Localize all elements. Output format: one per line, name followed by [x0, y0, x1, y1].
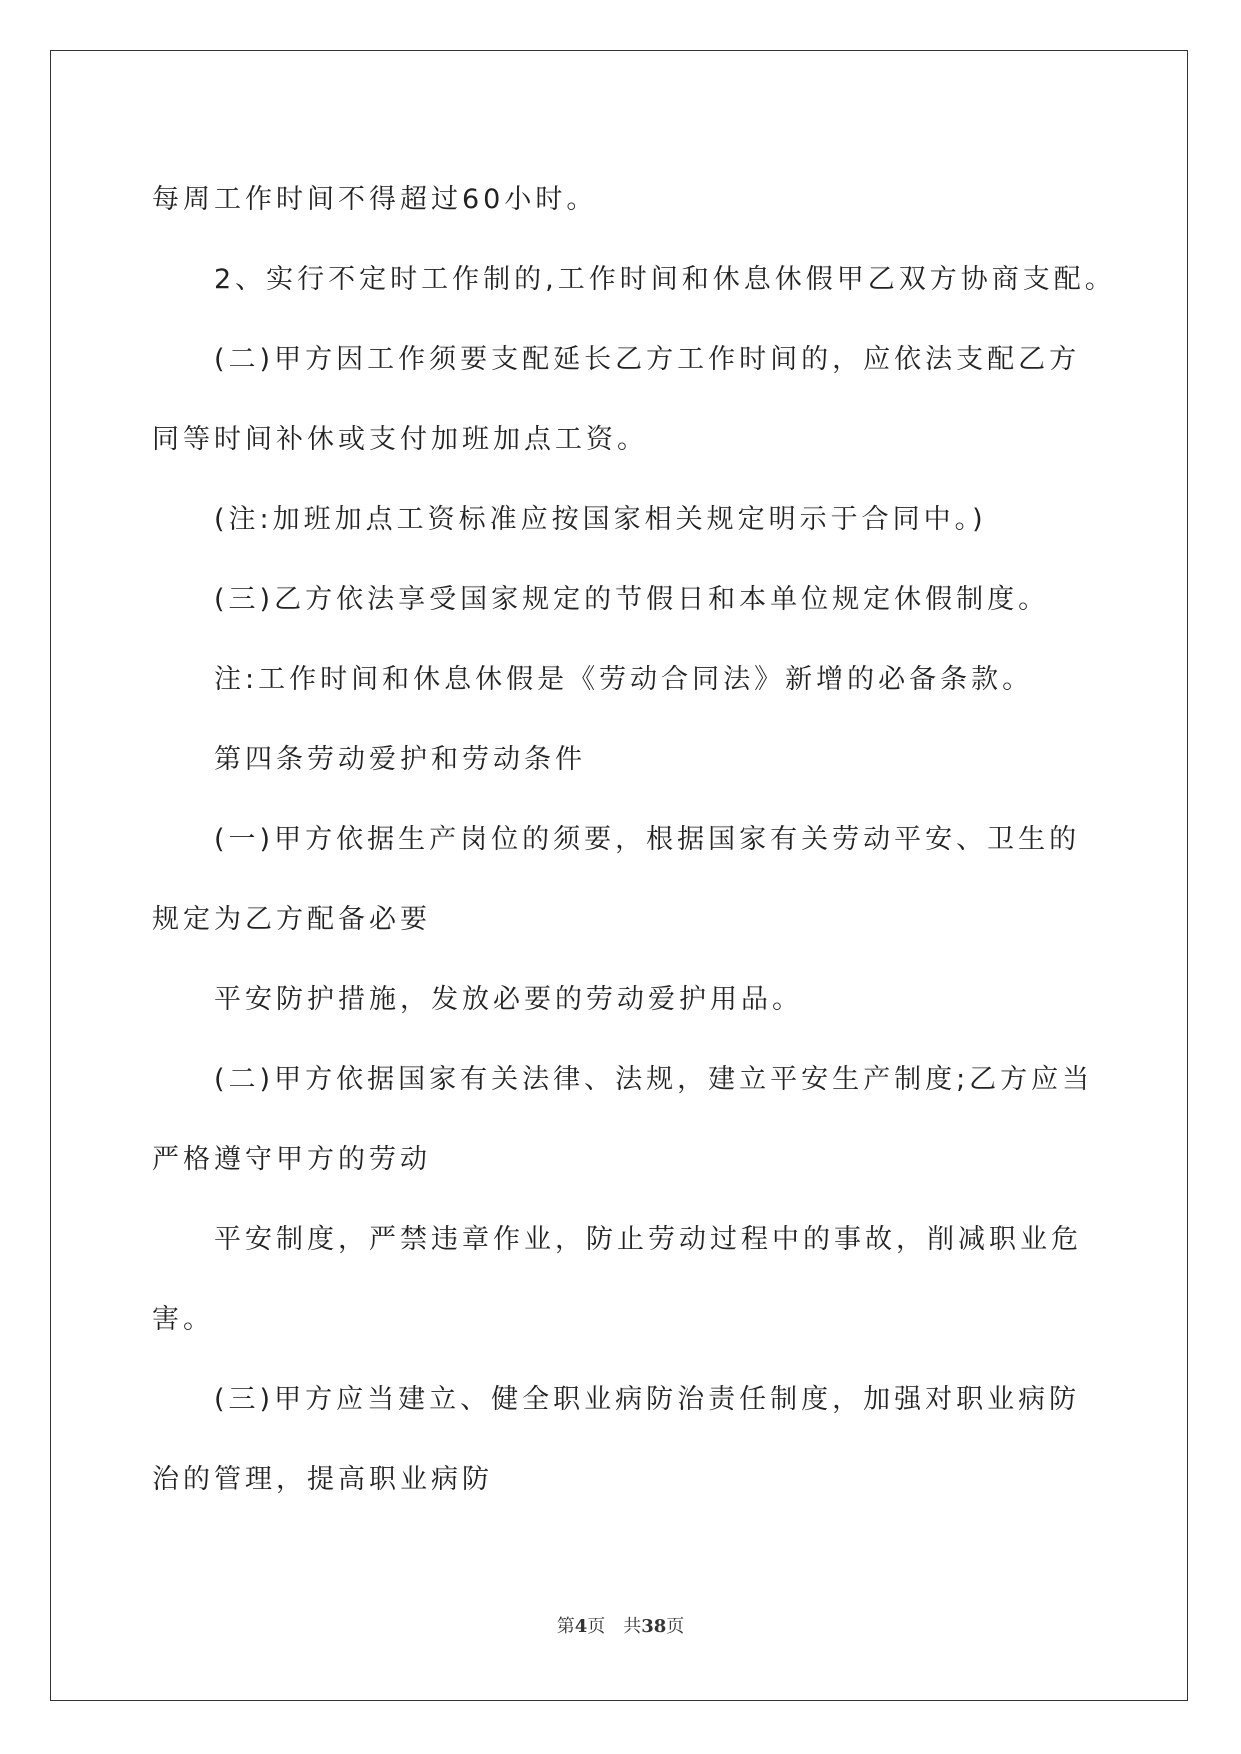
text-line: (二)甲方依据国家有关法律、法规，建立平安生产制度;乙方应当	[214, 1064, 1094, 1095]
section-heading: 第四条劳动爱护和劳动条件	[214, 744, 586, 775]
page-prefix: 第	[556, 1616, 575, 1637]
text-line: 害。	[152, 1304, 214, 1335]
total-suffix: 页	[666, 1616, 685, 1637]
text-line: (注:加班加点工资标准应按国家相关规定明示于合同中。)	[214, 504, 987, 535]
text-line: 治的管理，提高职业病防	[152, 1464, 493, 1495]
text-line: 平安制度，严禁违章作业，防止劳动过程中的事故，削减职业危	[214, 1224, 1082, 1255]
text-line: (二)甲方因工作须要支配延长乙方工作时间的，应依法支配乙方	[214, 344, 1081, 375]
text-line: 规定为乙方配备必要	[152, 904, 431, 935]
text-line: 2、实行不定时工作制的,工作时间和休息休假甲乙双方协商支配。	[214, 264, 1116, 295]
document-body	[152, 160, 1116, 1520]
text-line: (三)甲方应当建立、健全职业病防治责任制度，加强对职业病防	[214, 1384, 1081, 1415]
text-line: 严格遵守甲方的劳动	[152, 1144, 431, 1175]
text-line: 同等时间补休或支付加班加点工资。	[152, 424, 648, 455]
page-suffix: 页	[587, 1616, 606, 1637]
text-line: (一)甲方依据生产岗位的须要，根据国家有关劳动平安、卫生的	[214, 824, 1081, 855]
page-footer	[0, 1612, 1241, 1638]
page-number: 4	[574, 1616, 588, 1637]
text-line: 平安防护措施，发放必要的劳动爱护用品。	[214, 984, 803, 1015]
total-prefix: 共	[623, 1616, 642, 1637]
total-pages: 38	[641, 1616, 667, 1637]
text-line: (三)乙方依法享受国家规定的节假日和本单位规定休假制度。	[214, 584, 1050, 615]
text-line: 每周工作时间不得超过60小时。	[152, 184, 598, 215]
text-line: 注:工作时间和休息休假是《劳动合同法》新增的必备条款。	[214, 664, 1034, 695]
